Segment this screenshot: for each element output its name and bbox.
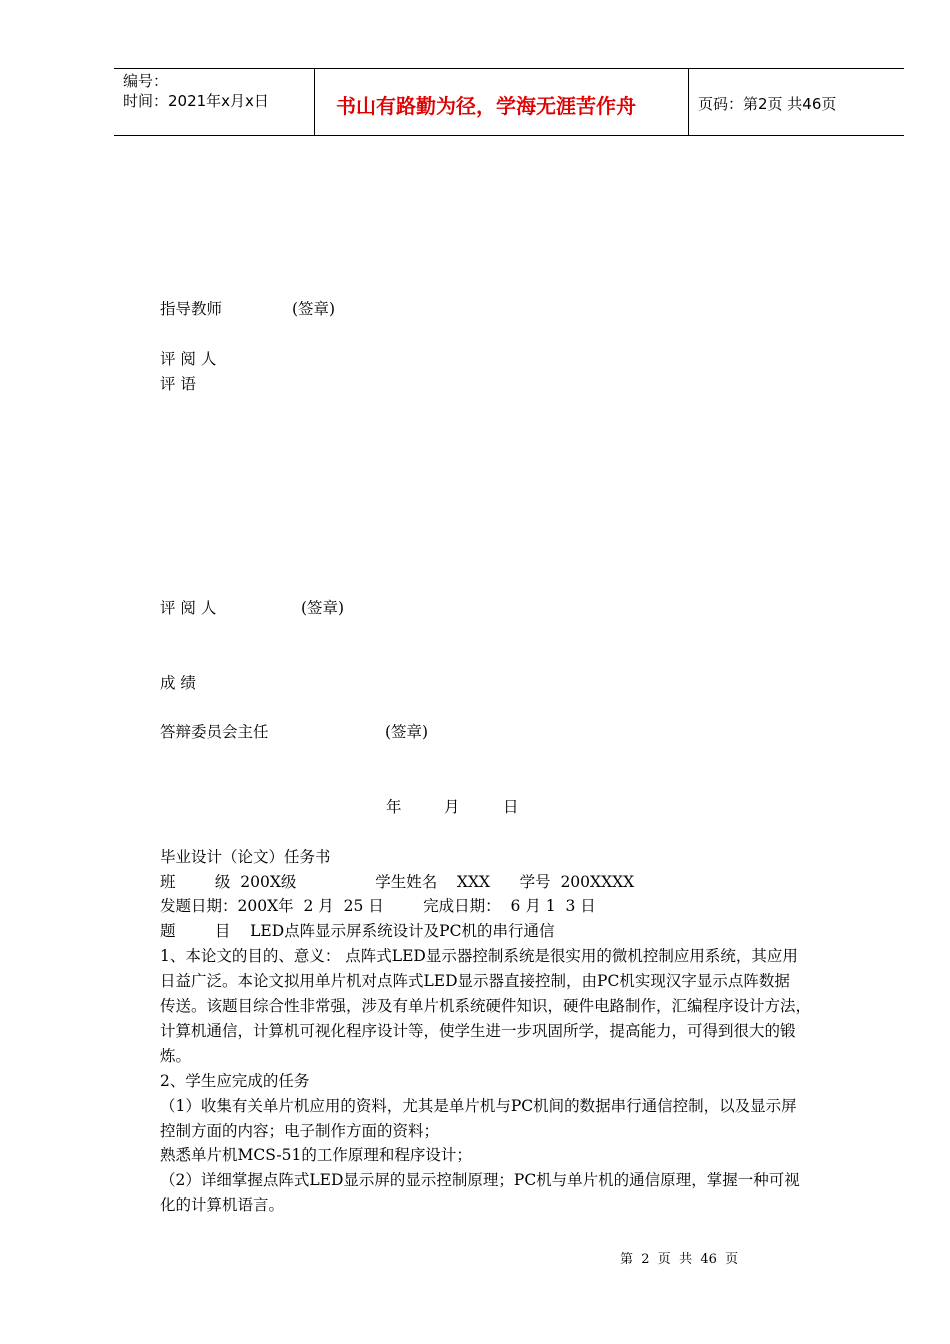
class-line: 班 级 200X级 学生姓名 XXX 学号 200XXXX xyxy=(160,873,635,891)
serial-number-label: 编号： xyxy=(123,72,169,90)
date-month: 月 xyxy=(444,798,460,816)
item2-line: 化的计算机语言。 xyxy=(160,1196,285,1214)
time-label: 时间：2021年x月x日 xyxy=(123,92,269,110)
page-number-footer: 第 2 页 共 46 页 xyxy=(620,1252,739,1267)
date-year: 年 xyxy=(386,798,402,816)
para1-line: 炼。 xyxy=(160,1047,192,1065)
item1-line: 控制方面的内容；电子制作方面的资料； xyxy=(160,1122,440,1140)
header-top-border xyxy=(114,68,904,69)
header-divider-right xyxy=(688,68,689,136)
committee-seal: (签章) xyxy=(385,723,429,741)
comment-label: 评 语 xyxy=(160,375,196,393)
item1-line: 熟悉单片机MCS-51的工作原理和程序设计； xyxy=(160,1146,472,1164)
advisor-label: 指导教师 xyxy=(160,300,223,318)
task-title: 毕业设计（论文）任务书 xyxy=(160,848,331,866)
item2-line: （2）详细掌握点阵式LED显示屏的显示控制原理；PC机与单片机的通信原理，掌握一种可视 xyxy=(160,1171,800,1189)
dates-line: 发题日期：200X年 2 月 25 日 完成日期： 6 月 1 3 日 xyxy=(160,897,596,915)
date-day: 日 xyxy=(503,798,519,816)
para1-line: 日益广泛。本论文拟用单片机对点阵式LED显示器直接控制，由PC机实现汉字显示点阵数据 xyxy=(160,972,790,990)
header-divider-left xyxy=(314,68,315,136)
topic-line: 题 目 LED点阵显示屏系统设计及PC机的串行通信 xyxy=(160,922,555,940)
page-info: 页码：第2页 共46页 xyxy=(698,95,837,113)
para1-line: 1、本论文的目的、意义： 点阵式LED显示器控制系统是很实用的微机控制应用系统，其应用 xyxy=(160,947,798,965)
header-bottom-border xyxy=(114,135,904,136)
section2-title: 2、学生应完成的任务 xyxy=(160,1072,310,1090)
committee-label: 答辩委员会主任 xyxy=(160,723,269,741)
reviewer2-seal: (签章) xyxy=(301,599,345,617)
reviewer2-label: 评 阅 人 xyxy=(160,599,217,617)
reviewer-label: 评 阅 人 xyxy=(160,350,217,368)
motto: 书山有路勤为径，学海无涯苦作舟 xyxy=(336,94,636,118)
item1-line: （1）收集有关单片机应用的资料，尤其是单片机与PC机间的数据串行通信控制，以及显示屏 xyxy=(160,1097,797,1115)
grade-label: 成 绩 xyxy=(160,674,196,692)
advisor-seal: (签章) xyxy=(292,300,336,318)
para1-line: 传送。该题目综合性非常强，涉及有单片机系统硬件知识，硬件电路制作，汇编程序设计方法， xyxy=(160,997,812,1015)
para1-line: 计算机通信，计算机可视化程序设计等，使学生进一步巩固所学，提高能力，可得到很大的锻 xyxy=(160,1022,796,1040)
